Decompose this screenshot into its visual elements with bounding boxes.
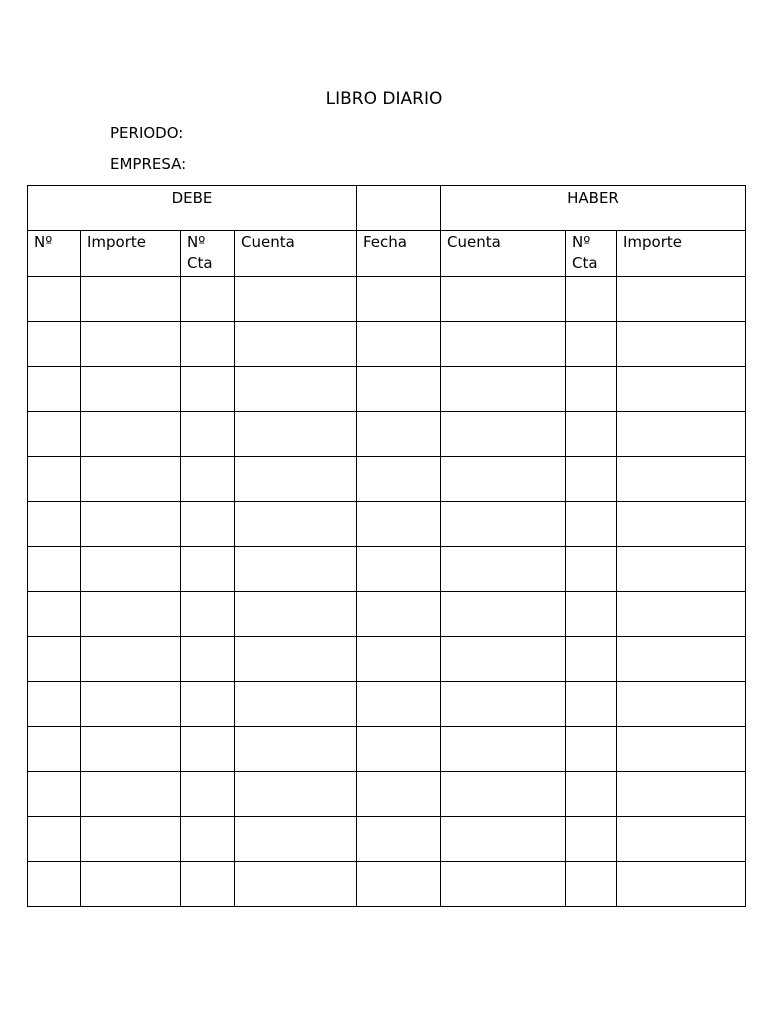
- table-cell: [566, 502, 617, 547]
- table-cell: [617, 502, 746, 547]
- table-row: [28, 727, 746, 772]
- debe-group-label: DEBE: [171, 189, 213, 207]
- table-cell: [181, 592, 235, 637]
- table-cell: [181, 322, 235, 367]
- table-cell: [181, 637, 235, 682]
- table-cell: [566, 727, 617, 772]
- table-cell: [357, 862, 441, 907]
- table-cell: [566, 592, 617, 637]
- table-cell: [28, 727, 81, 772]
- table-cell: [441, 772, 566, 817]
- col-header-label: Nº: [34, 233, 53, 251]
- table-row: [28, 277, 746, 322]
- table-cell: [81, 547, 181, 592]
- table-cell: [28, 592, 81, 637]
- table-cell: [441, 412, 566, 457]
- table-cell: [235, 502, 357, 547]
- table-cell: [617, 367, 746, 412]
- table-cell: [617, 727, 746, 772]
- table-cell: [617, 682, 746, 727]
- col-haber-cuenta: [441, 231, 566, 277]
- table-cell: [617, 772, 746, 817]
- table-cell: [357, 547, 441, 592]
- table-cell: [235, 457, 357, 502]
- table-cell: [566, 862, 617, 907]
- document-title: LIBRO DIARIO: [325, 89, 443, 109]
- table-cell: [81, 277, 181, 322]
- table-cell: [81, 502, 181, 547]
- table-cell: [235, 412, 357, 457]
- table-cell: [441, 862, 566, 907]
- table-cell: [181, 547, 235, 592]
- table-row: [28, 592, 746, 637]
- col-header-label: Cuenta: [241, 233, 295, 251]
- col-header-label: Nº Cta: [187, 233, 213, 272]
- table-cell: [617, 592, 746, 637]
- table-cell: [357, 367, 441, 412]
- table-cell: [617, 817, 746, 862]
- table-cell: [441, 502, 566, 547]
- table-cell: [566, 412, 617, 457]
- table-cell: [181, 457, 235, 502]
- table-cell: [28, 412, 81, 457]
- table-cell: [357, 682, 441, 727]
- table-cell: [28, 322, 81, 367]
- table-cell: [181, 502, 235, 547]
- table-cell: [181, 772, 235, 817]
- table-cell: [566, 547, 617, 592]
- table-cell: [441, 277, 566, 322]
- table-cell: [81, 367, 181, 412]
- table-cell: [441, 682, 566, 727]
- table-row: [28, 322, 746, 367]
- table-cell: [181, 727, 235, 772]
- table-cell: [441, 592, 566, 637]
- table-cell: [81, 862, 181, 907]
- table-cell: [357, 457, 441, 502]
- table-cell: [441, 457, 566, 502]
- table-cell: [235, 817, 357, 862]
- table-cell: [235, 277, 357, 322]
- table-cell: [81, 817, 181, 862]
- table-cell: [28, 367, 81, 412]
- table-cell: [617, 412, 746, 457]
- table-cell: [181, 277, 235, 322]
- table-cell: [181, 682, 235, 727]
- ledger-body: [28, 277, 746, 907]
- table-cell: [357, 817, 441, 862]
- table-cell: [235, 637, 357, 682]
- empresa-label: EMPRESA:: [110, 155, 187, 173]
- table-row: [28, 637, 746, 682]
- table-cell: [81, 682, 181, 727]
- table-cell: [566, 637, 617, 682]
- table-cell: [566, 682, 617, 727]
- group-header-row: [28, 186, 746, 231]
- table-cell: [235, 322, 357, 367]
- col-header-label: Nº Cta: [572, 233, 598, 272]
- table-cell: [441, 367, 566, 412]
- table-cell: [357, 322, 441, 367]
- table-cell: [235, 547, 357, 592]
- table-row: [28, 547, 746, 592]
- table-cell: [28, 277, 81, 322]
- table-cell: [441, 547, 566, 592]
- table-cell: [235, 682, 357, 727]
- table-row: [28, 817, 746, 862]
- table-cell: [181, 817, 235, 862]
- table-row: [28, 682, 746, 727]
- table-cell: [235, 367, 357, 412]
- col-header-label: Importe: [623, 233, 683, 251]
- table-cell: [566, 322, 617, 367]
- table-cell: [357, 502, 441, 547]
- table-cell: [28, 637, 81, 682]
- periodo-label: PERIODO:: [110, 124, 184, 142]
- table-cell: [617, 322, 746, 367]
- table-cell: [28, 547, 81, 592]
- col-debe-cuenta: [235, 231, 357, 277]
- table-cell: [441, 727, 566, 772]
- table-cell: [357, 277, 441, 322]
- table-cell: [81, 772, 181, 817]
- table-cell: [357, 412, 441, 457]
- table-cell: [81, 322, 181, 367]
- debe-group-cell: [28, 186, 357, 231]
- col-header-label: Importe: [87, 233, 147, 251]
- table-cell: [617, 457, 746, 502]
- col-fecha: [357, 231, 441, 277]
- table-cell: [357, 772, 441, 817]
- table-cell: [566, 772, 617, 817]
- table-cell: [81, 592, 181, 637]
- table-cell: [81, 637, 181, 682]
- table-cell: [441, 817, 566, 862]
- table-cell: [441, 637, 566, 682]
- table-cell: [357, 637, 441, 682]
- table-row: [28, 502, 746, 547]
- table-cell: [617, 637, 746, 682]
- table-cell: [441, 322, 566, 367]
- table-cell: [28, 772, 81, 817]
- table-cell: [81, 727, 181, 772]
- table-row: [28, 862, 746, 907]
- table-cell: [566, 367, 617, 412]
- table-cell: [566, 277, 617, 322]
- table-cell: [28, 502, 81, 547]
- table-cell: [181, 412, 235, 457]
- col-debe-numero: [28, 231, 81, 277]
- table-cell: [617, 862, 746, 907]
- middle-group-cell: [357, 186, 441, 231]
- col-haber-numero-cta: [566, 231, 617, 277]
- table-row: [28, 457, 746, 502]
- table-cell: [28, 457, 81, 502]
- middle-group-label: [357, 186, 440, 188]
- table-cell: [28, 862, 81, 907]
- table-cell: [357, 727, 441, 772]
- table-row: [28, 772, 746, 817]
- ledger-table: [27, 185, 746, 907]
- table-cell: [181, 367, 235, 412]
- table-row: [28, 367, 746, 412]
- table-cell: [357, 592, 441, 637]
- table-cell: [617, 277, 746, 322]
- table-cell: [617, 547, 746, 592]
- table-cell: [81, 457, 181, 502]
- col-header-label: Cuenta: [447, 233, 501, 251]
- table-cell: [28, 817, 81, 862]
- table-cell: [235, 727, 357, 772]
- table-cell: [566, 457, 617, 502]
- table-row: [28, 412, 746, 457]
- table-cell: [235, 862, 357, 907]
- table-cell: [181, 862, 235, 907]
- table-cell: [81, 412, 181, 457]
- col-debe-importe: [81, 231, 181, 277]
- col-haber-importe: [617, 231, 746, 277]
- haber-group-label: HABER: [567, 189, 619, 207]
- table-cell: [235, 772, 357, 817]
- col-debe-numero-cta: [181, 231, 235, 277]
- table-cell: [235, 592, 357, 637]
- table-cell: [28, 682, 81, 727]
- col-header-label: Fecha: [363, 233, 407, 251]
- haber-group-cell: [441, 186, 746, 231]
- column-header-row: [28, 231, 746, 277]
- table-cell: [566, 817, 617, 862]
